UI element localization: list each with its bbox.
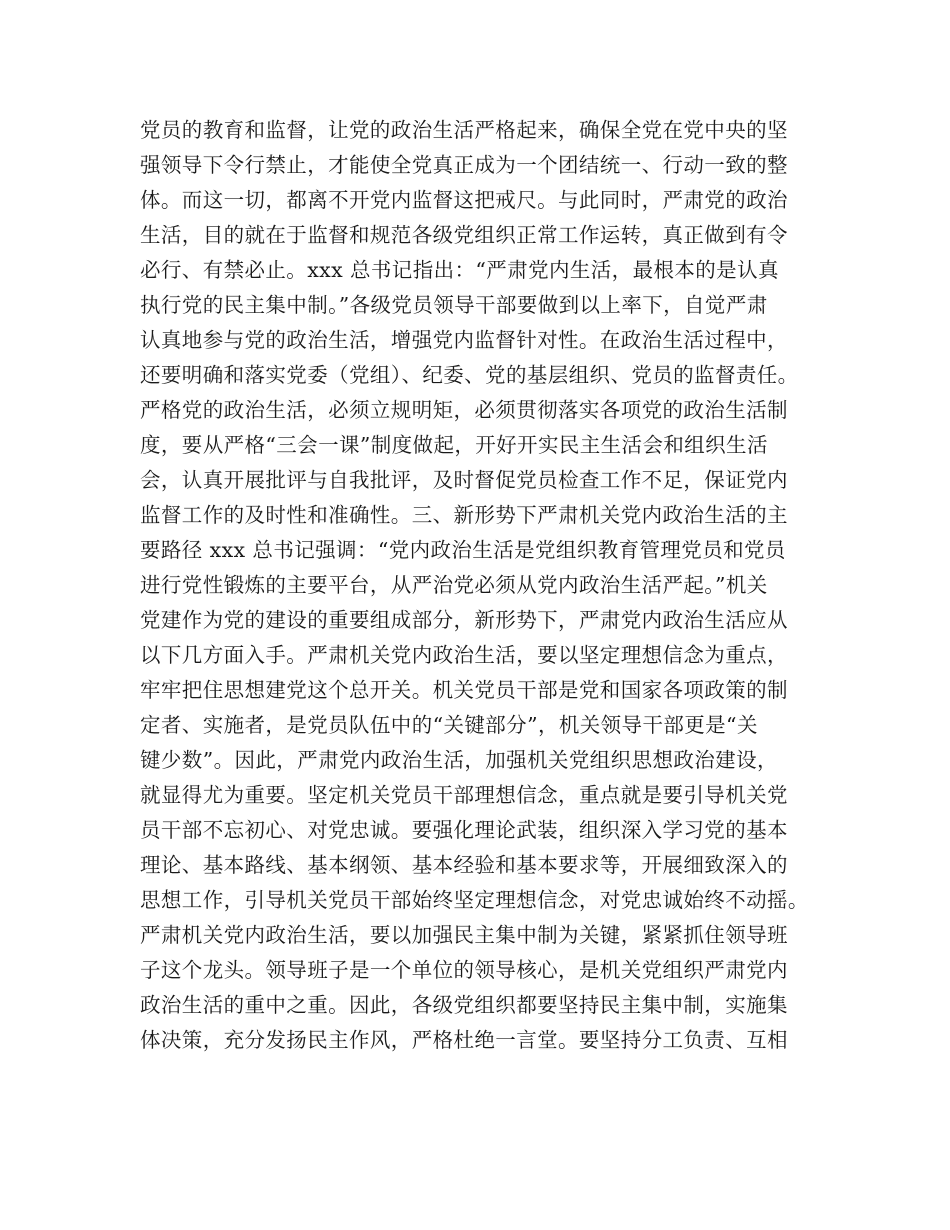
text-line: 必行、有禁必止。xxx 总书记指出：“严肃党内生活，最根本的是认真 <box>140 258 779 282</box>
text-line: 执行党的民主集中制。”各级党员领导干部要做到以上率下，自觉严肃 <box>140 293 768 317</box>
text-line: 体决策，充分发扬民主作风，严格杜绝一言堂。要坚持分工负责、互相 <box>140 1028 788 1052</box>
text-line: 严格党的政治生活，必须立规明矩，必须贯彻落实各项党的政治生活制 <box>140 398 788 422</box>
text-line: 度，要从严格“三会一课”制度做起，开好开实民主生活会和组织生活 <box>140 433 768 457</box>
text-line: 党建作为党的建设的重要组成部分，新形势下，严肃党内政治生活应从 <box>140 608 788 632</box>
text-line: 强领导下令行禁止，才能使全党真正成为一个团结统一、行动一致的整 <box>140 153 788 177</box>
text-line: 思想工作，引导机关党员干部始终坚定理想信念，对党忠诚始终不动摇。 <box>140 888 809 912</box>
text-line: 员干部不忘初心、对党忠诚。要强化理论武装，组织深入学习党的基本 <box>140 818 788 842</box>
text-line: 定者、实施者，是党员队伍中的“关键部分”，机关领导干部更是“关 <box>140 713 758 737</box>
text-line: 生活，目的就在于监督和规范各级党组织正常工作运转，真正做到有令 <box>140 223 788 247</box>
body-text <box>140 113 830 1058</box>
text-line: 监督工作的及时性和准确性。三、新形势下严肃机关党内政治生活的主 <box>140 503 788 527</box>
text-line: 牢牢把住思想建党这个总开关。机关党员干部是党和国家各项政策的制 <box>140 678 788 702</box>
text-line: 认真地参与党的政治生活，增强党内监督针对性。在政治生活过程中， <box>140 328 788 352</box>
text-line: 子这个龙头。领导班子是一个单位的领导核心，是机关党组织严肃党内 <box>140 958 788 982</box>
text-line: 政治生活的重中之重。因此，各级党组织都要坚持民主集中制，实施集 <box>140 993 788 1017</box>
text-line: 严肃机关党内政治生活，要以加强民主集中制为关键，紧紧抓住领导班 <box>140 923 788 947</box>
text-line: 就显得尤为重要。坚定机关党员干部理想信念，重点就是要引导机关党 <box>140 783 788 807</box>
text-line: 进行党性锻炼的主要平台，从严治党必须从党内政治生活严起。”机关 <box>140 573 768 597</box>
text-line: 键少数”。因此，严肃党内政治生活，加强机关党组织思想政治建设， <box>140 748 778 772</box>
text-line: 还要明确和落实党委（党组）、纪委、党的基层组织、党员的监督责任。 <box>140 363 799 387</box>
text-line: 以下几方面入手。严肃机关党内政治生活，要以坚定理想信念为重点， <box>140 643 788 667</box>
text-line: 会，认真开展批评与自我批评，及时督促党员检查工作不足，保证党内 <box>140 468 788 492</box>
text-line: 要路径 xxx 总书记强调：“党内政治生活是党组织教育管理党员和党员 <box>140 538 786 562</box>
text-line: 党员的教育和监督，让党的政治生活严格起来，确保全党在党中央的坚 <box>140 118 788 142</box>
text-line: 理论、基本路线、基本纲领、基本经验和基本要求等，开展细致深入的 <box>140 853 788 877</box>
text-line: 体。而这一切，都离不开党内监督这把戒尺。与此同时，严肃党的政治 <box>140 188 788 212</box>
